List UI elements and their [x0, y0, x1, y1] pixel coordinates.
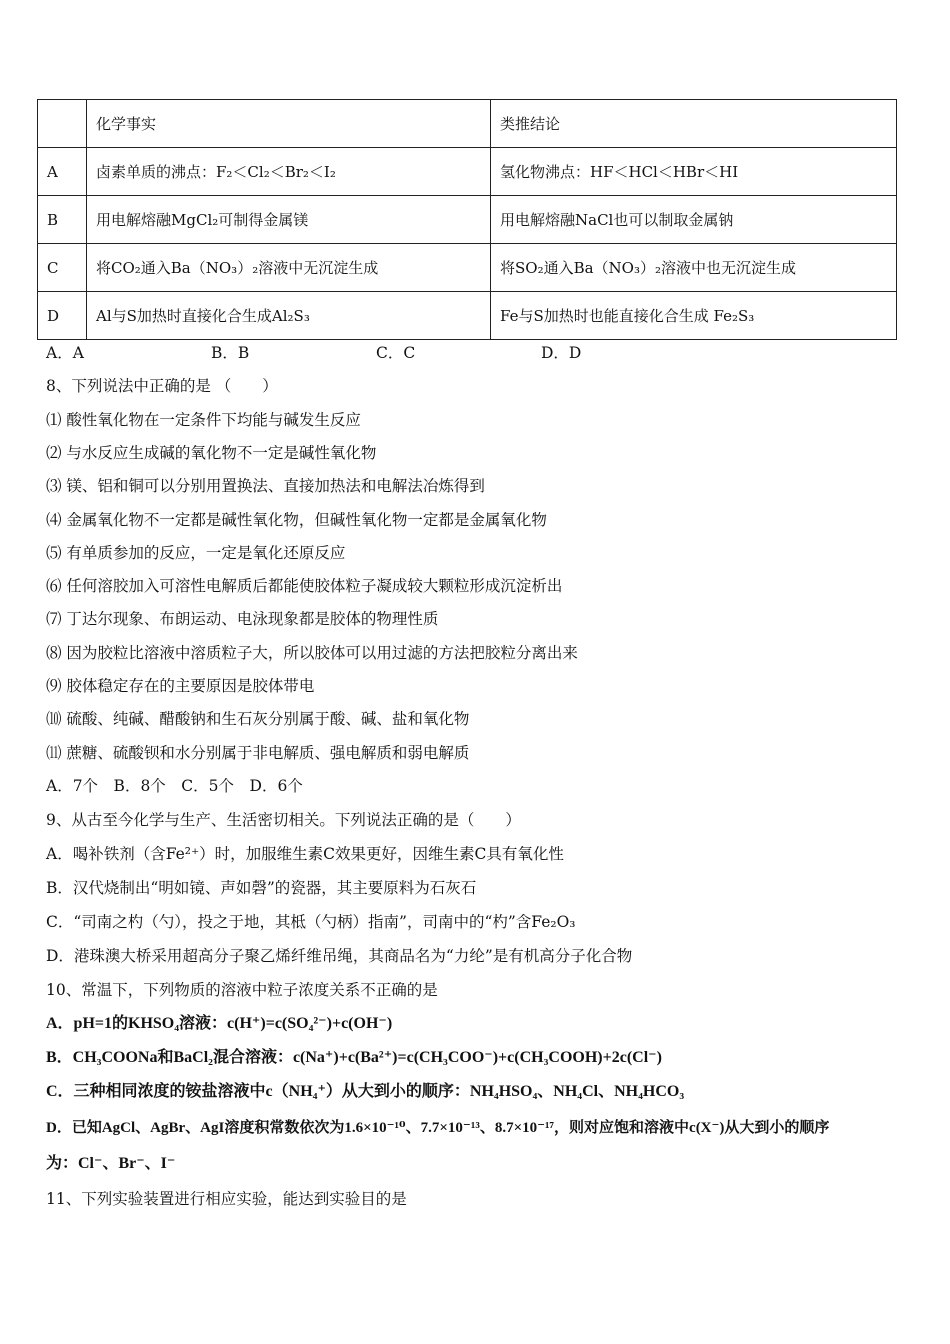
q8-item: ⑹ 任何溶胶加入可溶性电解质后都能使胶体粒子凝成较大颗粒形成沉淀析出 — [46, 577, 563, 595]
q8-item: ⑼ 胶体稳定存在的主要原因是胶体带电 — [46, 677, 315, 695]
row-fact: 用电解熔融MgCl₂可制得金属镁 — [87, 196, 491, 244]
q8-item: ⑽ 硫酸、纯碱、醋酸钠和生石灰分别属于酸、碱、盐和氧化物 — [46, 710, 470, 728]
q7-option-a: A．A — [46, 344, 84, 362]
table-header-cell: 类推结论 — [491, 100, 897, 148]
q8-item: ⑺ 丁达尔现象、布朗运动、电泳现象都是胶体的物理性质 — [46, 610, 439, 628]
row-label: D — [38, 292, 87, 340]
q7-options — [46, 343, 581, 363]
q10-option-c: C．三种相同浓度的铵盐溶液中c（NH₄⁺）从大到小的顺序：NH₄HSO₄、NH₄Cl、NH₄HCO₃ — [46, 1083, 685, 1100]
table-row — [38, 292, 897, 340]
row-conclusion: Fe与S加热时也能直接化合生成 Fe₂S₃ — [491, 292, 897, 340]
q11-stem: 11、下列实验装置进行相应实验，能达到实验目的是 — [46, 1190, 407, 1208]
q8-item: ⑻ 因为胶粒比溶液中溶质粒子大，所以胶体可以用过滤的方法把胶粒分离出来 — [46, 644, 578, 662]
table-header-cell: 化学事实 — [87, 100, 491, 148]
q9-stem: 9、从古至今化学与生产、生活密切相关。下列说法正确的是（ ） — [46, 811, 521, 829]
analogy-table — [37, 99, 897, 340]
q8-item: ⑷ 金属氧化物不一定都是碱性氧化物，但碱性氧化物一定都是金属氧化物 — [46, 511, 547, 529]
row-fact: 卤素单质的沸点：F₂＜Cl₂＜Br₂＜I₂ — [87, 148, 491, 196]
q8-options: A．7个 B．8个 C．5个 D．6个 — [46, 777, 303, 795]
q10-stem: 10、常温下，下列物质的溶液中粒子浓度关系不正确的是 — [46, 981, 438, 999]
row-conclusion: 将SO₂通入Ba（NO₃）₂溶液中也无沉淀生成 — [491, 244, 897, 292]
q10-option-d-continued: 为：Cl⁻、Br⁻、I⁻ — [46, 1155, 176, 1172]
q7-option-d: D．D — [541, 344, 582, 362]
q8-item: ⑾ 蔗糖、硫酸钡和水分别属于非电解质、强电解质和弱电解质 — [46, 744, 470, 762]
q9-option-a: A．喝补铁剂（含Fe²⁺）时，加服维生素C效果更好，因维生素C具有氧化性 — [46, 845, 564, 863]
table-header-cell — [38, 100, 87, 148]
q9-option-b: B．汉代烧制出“明如镜、声如磬”的瓷器，其主要原料为石灰石 — [46, 879, 477, 897]
q8-item: ⑶ 镁、铝和铜可以分别用置换法、直接加热法和电解法冶炼得到 — [46, 477, 485, 495]
q10-option-a: A．pH=1的KHSO₄溶液：c(H⁺)=c(SO₄²⁻)+c(OH⁻) — [46, 1015, 393, 1032]
q9-option-c: C．“司南之杓（勺），投之于地，其柢（勺柄）指南”，司南中的“杓”含Fe₂O₃ — [46, 913, 576, 931]
q7-option-b: B．B — [211, 344, 250, 362]
q8-item: ⑸ 有单质参加的反应，一定是氧化还原反应 — [46, 544, 346, 562]
q10-option-d: D．已知AgCl、AgBr、AgI溶度积常数依次为1.6×10⁻¹⁰、7.7×10⁻¹³、8.7×10⁻¹⁷，则对应饱和溶液中c(X⁻)从大到小的顺序 — [46, 1120, 830, 1136]
row-label: A — [38, 148, 87, 196]
row-label: C — [38, 244, 87, 292]
row-fact: Al与S加热时直接化合生成Al₂S₃ — [87, 292, 491, 340]
q9-option-d: D．港珠澳大桥采用超高分子聚乙烯纤维吊绳，其商品名为“力纶”是有机高分子化合物 — [46, 947, 633, 965]
row-conclusion: 用电解熔融NaCl也可以制取金属钠 — [491, 196, 897, 244]
row-conclusion: 氢化物沸点：HF＜HCl＜HBr＜HI — [491, 148, 897, 196]
table-row — [38, 244, 897, 292]
table-header-row — [38, 100, 897, 148]
row-label: B — [38, 196, 87, 244]
q7-option-c: C．C — [376, 344, 416, 362]
table-row — [38, 148, 897, 196]
q8-stem: 8、下列说法中正确的是 （ ） — [46, 377, 278, 395]
q8-item: ⑴ 酸性氧化物在一定条件下均能与碱发生反应 — [46, 411, 361, 429]
q8-item: ⑵ 与水反应生成碱的氧化物不一定是碱性氧化物 — [46, 444, 377, 462]
q10-option-b: B．CH₃COONa和BaCl₂混合溶液：c(Na⁺)+c(Ba²⁺)=c(CH₃COO⁻)+c(CH₃COOH)+2c(Cl⁻) — [46, 1049, 662, 1066]
table-row — [38, 196, 897, 244]
row-fact: 将CO₂通入Ba（NO₃）₂溶液中无沉淀生成 — [87, 244, 491, 292]
